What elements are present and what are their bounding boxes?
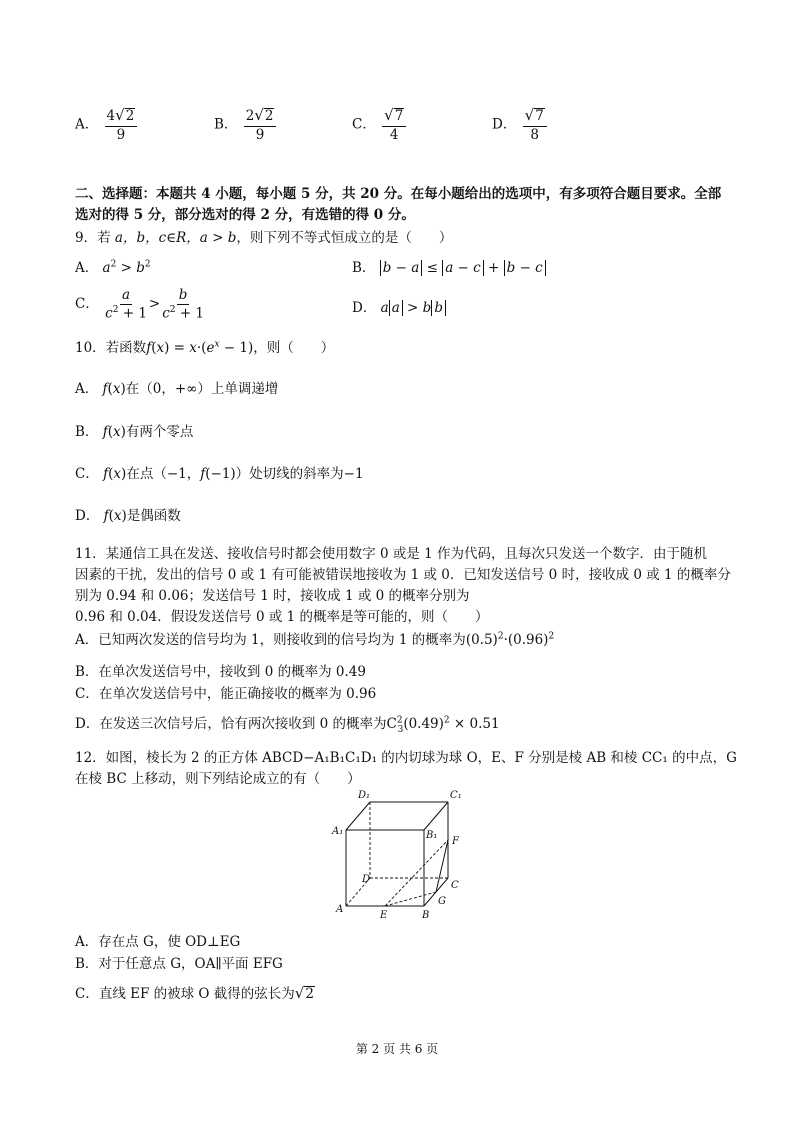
fraction: √ 7 8 [523,108,547,142]
q11-option-c: C．在单次发送信号中，能正确接收的概率为 0.96 [75,686,377,702]
q10-option-d: D． f(x)是偶函数 [75,508,181,524]
label-c: C [451,880,459,891]
q12-option-c: C．直线 EF 的被球 O 截得的弦长为 √ 2 [75,984,314,1002]
q8-option-a: A． 4 √ 2 9 [75,108,139,142]
q11-option-d: D．在发送三次信号后，恰有两次接收到 0 的概率为$C^2_3(0.49)^2 \times 0.51$ [75,715,500,735]
q11-option-a: A．已知两次发送的信号均为 1，则接收到的信号均为 1 的概率为$(0.5)^2\cdot(0.96)^2$ [75,631,555,648]
edge-b1c1 [424,802,448,830]
label-f: F [452,836,459,847]
q12-line1: 12．如图，棱长为 2 的正方体 ABCD−A₁B₁C₁D₁ 的内切球为球 O，E、F 分别是棱 AB 和棱 CC₁ 的中点，G [75,750,737,766]
section-heading-line1: 二、选择题：本题共 4 小题，每小题 5 分，共 20 分。在每小题给出的选项中，有多项符合题目要求。全部 [75,186,722,202]
label-b: B [422,910,430,921]
q11-line4: 0.96 和 0.04．假设发送信号 0 或 1 的概率是等可能的，则（ ） [75,609,489,625]
page-footer: 第 2 页 共 6 页 [355,1042,439,1056]
section-heading-line2: 选对的得 5 分，部分选对的得 2 分，有选错的得 0 分。 [75,207,415,223]
q10-option-b: B． f(x)有两个零点 [75,424,194,440]
fraction: √ 7 4 [382,108,406,142]
label-g: G [438,896,446,907]
q9-option-b: B． b − a ≤ a − c + b − c [352,256,546,276]
q10-option-a: A． f(x)在（0，+∞）上单调递增 [75,381,279,397]
q12-option-a: A．存在点 G，使 OD⊥EG [75,934,241,950]
fraction: 4 √ 2 9 [105,108,138,142]
segment-fg [436,840,448,892]
label-b1: B₁ [426,830,438,841]
q10-stem: 10．若函数$f(x) = x\cdot(e^x - 1)$，则（ ） [75,339,335,356]
q12-option-b: B．对于任意点 G，OA∥平面 EFG [75,956,283,972]
q12-line2: 在棱 BC 上移动，则下列结论成立的有（ ） [75,771,361,787]
edge-a1d1 [346,802,370,830]
q11-line1: 11．某通信工具在发送、接收信号时都会使用数字 0 或是 1 作为代码，且每次只发送一个数字．由于随机 [75,546,708,562]
q11-line2: 因素的干扰，发出的信号 0 或 1 有可能被错误地接收为 1 或 0．已知发送信号 0 时，接收成 0 或 1 的概率分 [75,567,731,583]
label-d: D [362,874,371,885]
q9-stem: 9．若 a，b，c∈R，a > b，则下列不等式恒成立的是（ ） [75,230,453,246]
label-a: A [336,904,344,915]
q9-option-a: A． $a^2 > b^2$ [75,259,151,276]
segment-eg [385,892,436,906]
label-c1: C₁ [450,790,462,801]
q9-option-d: D． a a > b b [352,296,446,316]
cube-diagram [328,786,468,922]
q8-option-b: B． 2 √ 2 9 [214,108,278,142]
q8-option-d: D． √ 7 8 [492,108,549,142]
q9-option-c: C． $\frac{a}{c^2 + 1}$ > $\frac{b}{c^2 + 1}$ [75,287,205,322]
q11-option-b: B．在单次发送信号中，接收到 0 的概率为 0.49 [75,664,366,680]
label-d1: D₁ [358,790,371,801]
label-e: E [380,910,388,921]
fraction: 2 √ 2 9 [244,108,277,142]
q10-option-c: C． f(x)在点（−1，f(−1)）处切线的斜率为−1 [75,466,364,482]
q8-option-c: C． √ 7 4 [352,108,408,142]
q11-line3: 别为 0.94 和 0.06；发送信号 1 时，接收成 1 或 0 的概率分别为 [75,588,470,604]
label-a1: A₁ [332,826,344,837]
